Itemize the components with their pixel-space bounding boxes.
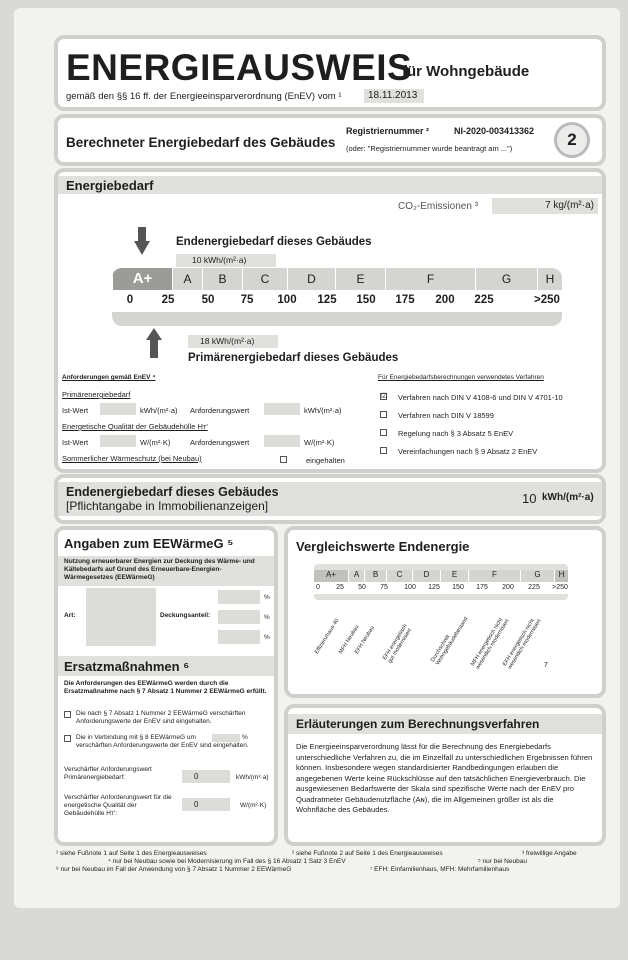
percent-sign: % — [264, 614, 270, 621]
eewaerme-panel — [54, 526, 278, 846]
summer-heading: Sommerlicher Wärmeschutz (bei Neubau) — [62, 454, 202, 463]
end-energy-box-title: Endenergiebedarf dieses Gebäudes — [66, 485, 279, 499]
section-header-panel — [54, 114, 606, 166]
ist-label: Ist-Wert — [62, 438, 89, 447]
energy-scale-bar — [112, 268, 562, 290]
strict-primary-label: Verschärfter Anforderungswert Primärenergiebedarf: — [64, 766, 152, 781]
end-energy-label: Endenergiebedarf dieses Gebäudes — [176, 236, 372, 248]
coverage-label: Deckungsanteil: — [160, 612, 211, 619]
summer-checkbox[interactable] — [280, 456, 287, 463]
scale-class: A — [172, 268, 202, 290]
envelope-heading: Energetische Qualität der Gebäudehülle Hт' — [62, 422, 208, 431]
ersatz-percent-field[interactable] — [212, 734, 240, 742]
explanation-panel — [284, 704, 606, 846]
ist-envelope-field[interactable] — [100, 435, 136, 447]
scale-tick: 50 — [201, 294, 215, 306]
comparison-class: D — [412, 570, 440, 582]
section-title: Berechneter Energiebedarf des Gebäudes — [66, 135, 336, 150]
scale-class: H — [537, 268, 562, 290]
scale-class: C — [242, 268, 287, 290]
requirement-label: Anforderungswert — [190, 406, 250, 415]
comparison-tick: 100 — [404, 584, 416, 591]
comparison-tick: >250 — [552, 584, 568, 591]
end-energy-box-subtitle: [Pflichtangabe in Immobilienanzeigen] — [66, 499, 269, 513]
issue-date: 18.11.2013 — [364, 89, 424, 103]
comparison-class: H — [554, 570, 568, 582]
comparison-tick: 150 — [452, 584, 464, 591]
scale-class: G — [475, 268, 537, 290]
registration-label: Registriernummer ² — [346, 126, 430, 136]
comparison-label: Effizienzhaus 40 — [314, 617, 341, 656]
comparison-tick: 175 — [476, 584, 488, 591]
procedure-option: Vereinfachungen nach § 9 Absatz 2 EnEV — [398, 447, 538, 456]
ist-label: Ist-Wert — [62, 406, 89, 415]
ersatz-percent-sign: % — [242, 734, 248, 741]
explanation-title: Erläuterungen zum Berechnungsverfahren — [296, 717, 540, 731]
comparison-class: G — [520, 570, 554, 582]
comparison-class: C — [386, 570, 412, 582]
comparison-label: EFH Neubau — [354, 625, 376, 656]
registration-number: NI-2020-003413362 — [454, 126, 535, 136]
footnote-1: ¹ siehe Fußnote 1 auf Seite 1 des Energieausweises — [56, 850, 207, 857]
ersatz-option-2a: Die in Verbindung mit § 8 EEWärmeG um — [76, 734, 196, 741]
comparison-label: Durchschnitt Wohngebäudebestand — [430, 616, 470, 667]
comparison-tick: 50 — [358, 584, 366, 591]
comparison-class: B — [364, 570, 386, 582]
summer-fulfilled-label: eingehalten — [306, 456, 345, 465]
procedure-option: Verfahren nach DIN V 4108-6 und DIN V 4701-10 — [398, 393, 563, 402]
scale-tick: 0 — [126, 294, 134, 306]
comparison-title: Vergleichswerte Endenergie — [296, 539, 470, 554]
scale-tick: 125 — [317, 294, 337, 306]
co2-label: CO₂-Emissionen ³ — [398, 201, 479, 212]
comparison-panel — [284, 526, 606, 698]
requirements-title: Anforderungen gemäß EnEV ⁴ — [62, 374, 156, 381]
energiebedarf-panel — [54, 168, 606, 473]
eewaerme-description: Nutzung erneuerbarer Energien zur Deckung des Wärme- und Kältebedarfs auf Grund des Erneuerbare-Energien-Wärmegesetzes (EEWärmeG) — [64, 558, 255, 581]
explanation-text: Die Energieeinsparverordnung lässt für die Berechnung des Energiebedarfs unterschiedliche Verfahren zu, die im Einzelfall zu unterschiedlichen Ergebnissen führen können. Insbesondere wegen standardisierter Randbedingungen erlauben die angegebenen Werte keine Rückschlüsse auf den tatsächlichen Energieverbrauch. Die ausgewiesenen Bedarfswerte der Skala sind spezifische Werte nach der EnEV pro Quadratmeter Gebäudenutzfläche (Aɴ), die im Allgemeinen größer ist als die Wohnfläche des Gebäudes. — [296, 742, 593, 814]
comparison-tick: 0 — [316, 584, 320, 591]
ersatz-option-checkbox[interactable] — [64, 735, 71, 742]
procedure-option: Regelung nach § 3 Absatz 5 EnEV — [398, 429, 514, 438]
document-page — [14, 8, 620, 908]
comparison-scale-bottom — [314, 594, 568, 600]
ersatz-option-1: Die nach § 7 Absatz 1 Nummer 2 EEWärmeG verschärften Anforderungswerte der EnEV sind eingehalten. — [76, 710, 246, 725]
footnote-2: ² siehe Fußnote 2 auf Seite 1 des Energieausweises — [292, 850, 443, 857]
scale-class: A+ — [112, 268, 172, 290]
procedure-title: Für Energiebedarfsberechnungen verwendetes Verfahren — [378, 374, 544, 381]
comparison-class: E — [440, 570, 468, 582]
comparison-label: EFH energetisch gut modernisiert — [382, 623, 414, 665]
scale-tick: 25 — [161, 294, 175, 306]
comparison-class: A — [348, 570, 364, 582]
page-number-badge: 2 — [554, 122, 590, 158]
unit-kwh: kWh/(m²·a) — [140, 406, 178, 415]
art-field[interactable] — [86, 588, 156, 646]
coverage-field-3[interactable] — [218, 630, 260, 644]
scale-tick: 225 — [474, 294, 494, 306]
scale-class: E — [335, 268, 385, 290]
co2-value: 7 kg/(m²·a) — [492, 198, 598, 214]
unit-w: W/(m²·K) — [304, 438, 335, 447]
scale-tick: 175 — [395, 294, 415, 306]
comparison-ticks — [314, 584, 568, 594]
art-label: Art: — [64, 612, 76, 619]
strict-envelope-unit: W/(m²·K) — [240, 802, 267, 809]
footnote-5: ⁵ nur bei Neubau — [478, 858, 527, 865]
unit-kwh: kWh/(m²·a) — [304, 406, 342, 415]
comparison-tick: 125 — [428, 584, 440, 591]
strict-envelope-value[interactable]: 0 — [182, 798, 230, 811]
comparison-label: MFH Neubau — [338, 624, 361, 656]
primary-energy-label: Primärenergiebedarf dieses Gebäudes — [188, 352, 399, 364]
document-subtitle: für Wohngebäude — [402, 63, 530, 80]
footnote-3: ³ freiwillige Angabe — [522, 850, 577, 857]
scale-class: F — [385, 268, 475, 290]
strict-primary-unit: kWh/(m²·a) — [236, 774, 269, 781]
scale-tick: 200 — [435, 294, 455, 306]
law-line: gemäß den §§ 16 ff. der Energieeinsparverordnung (EnEV) vom ¹ — [66, 91, 342, 102]
energy-scale-lower-bar — [112, 312, 562, 326]
scale-tick: 100 — [277, 294, 297, 306]
energiebedarf-title: Energiebedarf — [66, 178, 154, 193]
strict-envelope-label: Verschärfter Anforderungswert für die energetische Qualität der Gebäudehülle Hт': — [64, 794, 172, 817]
coverage-field-2[interactable] — [218, 610, 260, 624]
procedure-checkbox[interactable] — [380, 447, 387, 454]
end-energy-value: 10 kWh/(m²·a) — [176, 254, 276, 267]
procedure-checkbox[interactable] — [380, 429, 387, 436]
unit-w: W/(m²·K) — [140, 438, 171, 447]
comparison-label: MFH energetisch nicht wesentlich modernisiert — [470, 617, 511, 671]
end-arrow-icon — [134, 227, 148, 249]
scale-tick: 75 — [240, 294, 254, 306]
comparison-scale-bar — [314, 570, 568, 582]
comparison-tick: 225 — [528, 584, 540, 591]
primary-arrow-icon — [146, 328, 162, 358]
scale-tick: >250 — [534, 294, 560, 306]
requirement-envelope-field[interactable] — [264, 435, 300, 447]
comparison-class: A+ — [314, 570, 348, 582]
primary-heading: Primärenergiebedarf — [62, 390, 131, 399]
strict-primary-value[interactable]: 0 — [182, 770, 230, 783]
comparison-label: EFH energetisch nicht wesentlich modernisiert — [502, 618, 543, 671]
procedure-option: Verfahren nach DIN V 18599 — [398, 411, 494, 420]
procedure-checkbox[interactable]: ☑ — [381, 393, 388, 400]
comparison-footnote-mark: 7 — [544, 662, 548, 669]
coverage-field-1[interactable] — [218, 590, 260, 604]
ersatz-option-checkbox[interactable] — [64, 711, 71, 718]
comparison-class: F — [468, 570, 520, 582]
scale-tick: 150 — [356, 294, 376, 306]
scale-class: B — [202, 268, 242, 290]
comparison-tick: 25 — [336, 584, 344, 591]
energy-scale-ticks — [112, 294, 562, 310]
scale-class: D — [287, 268, 335, 290]
ersatz-description: Die Anforderungen des EEWärmeG werden durch die Ersatzmaßnahme nach § 7 Absatz 1 Nummer 2 EEWärmeG erfüllt. — [64, 680, 267, 695]
eewaerme-title: Angaben zum EEWärmeG ⁵ — [64, 536, 234, 551]
end-energy-box-unit: kWh/(m²·a) — [542, 492, 594, 503]
comparison-tick: 200 — [502, 584, 514, 591]
procedure-checkbox[interactable] — [380, 411, 387, 418]
registration-note: (oder: "Registriernummer wurde beantragt am ...") — [346, 144, 513, 153]
end-energy-box-value: 10 — [522, 491, 537, 506]
ersatz-title: Ersatzmaßnahmen ⁶ — [64, 659, 190, 674]
document-title: ENERGIEAUSWEIS — [66, 47, 413, 88]
title-panel — [54, 35, 606, 111]
percent-sign: % — [264, 594, 270, 601]
footnote-7: ⁷ EFH: Einfamilienhaus, MFH: Mehrfamilienhaus — [370, 866, 510, 873]
ist-primary-field[interactable] — [100, 403, 136, 415]
footnote-4: ⁴ nur bei Neubau sowie bei Modernisierung im Fall des § 16 Absatz 1 Satz 3 EnEV — [108, 858, 346, 865]
comparison-tick: 75 — [380, 584, 388, 591]
requirement-primary-field[interactable] — [264, 403, 300, 415]
footnote-6: ⁶ nur bei Neubau im Fall der Anwendung von § 7 Absatz 1 Nummer 2 EEWärmeG — [56, 866, 292, 873]
percent-sign: % — [264, 634, 270, 641]
primary-energy-value: 18 kWh/(m²·a) — [188, 335, 278, 348]
end-energy-panel — [54, 474, 606, 524]
ersatz-option-2b: verschärften Anforderungswerte der EnEV sind eingehalten. — [76, 742, 249, 749]
requirement-label: Anforderungswert — [190, 438, 250, 447]
